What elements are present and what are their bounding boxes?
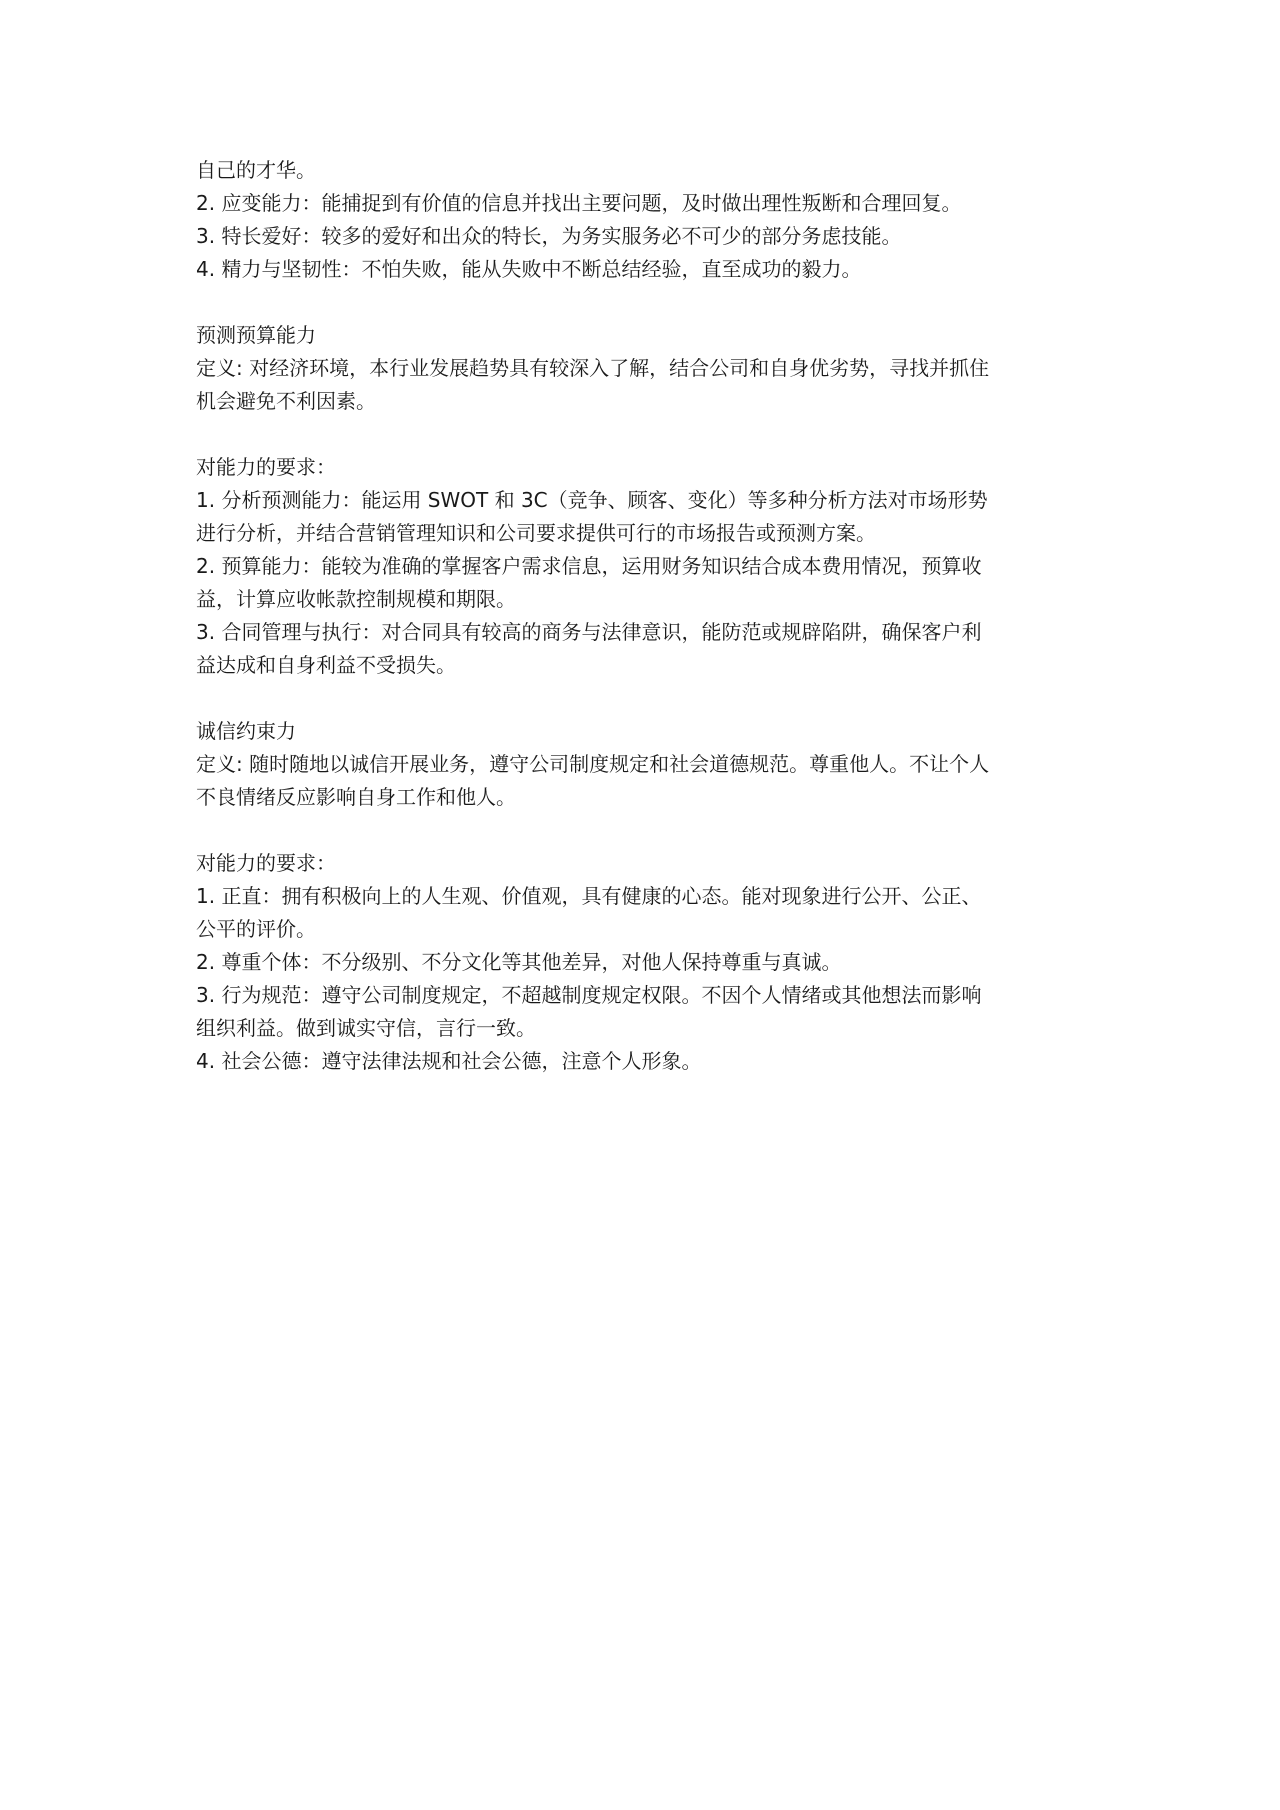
text-line: 3. 特长爱好：较多的爱好和出众的特长，为务实服务必不可少的部分务虑技能。 <box>196 224 902 248</box>
paragraph-gap <box>196 418 1096 451</box>
text-line: 组织利益。做到诚实守信，言行一致。 <box>196 1016 536 1040</box>
text-line: 机会避免不利因素。 <box>196 389 376 413</box>
text-line: 4. 社会公德：遵守法律法规和社会公德，注意个人形象。 <box>196 1049 702 1073</box>
section-heading: 预测预算能力 <box>196 323 316 347</box>
text-line: 益，计算应收帐款控制规模和期限。 <box>196 587 516 611</box>
section-heading: 诚信约束力 <box>196 719 296 743</box>
text-line: 定义: 随时随地以诚信开展业务，遵守公司制度规定和社会道德规范。尊重他人。不让个人 <box>196 752 990 776</box>
text-line: 公平的评价。 <box>196 917 316 941</box>
text-line: 4. 精力与坚韧性：不怕失败，能从失败中不断总结经验，直至成功的毅力。 <box>196 257 862 281</box>
subheading: 对能力的要求： <box>196 455 336 479</box>
text-line: 1. 正直：拥有积极向上的人生观、价值观，具有健康的心态。能对现象进行公开、公正、 <box>196 884 982 908</box>
subheading: 对能力的要求： <box>196 851 336 875</box>
text-line: 3. 合同管理与执行：对合同具有较高的商务与法律意识，能防范或规辟陷阱，确保客户利 <box>196 620 982 644</box>
paragraph-gap <box>196 286 1096 319</box>
text-line: 进行分析，并结合营销管理知识和公司要求提供可行的市场报告或预测方案。 <box>196 521 876 545</box>
text-line: 定义: 对经济环境，本行业发展趋势具有较深入了解，结合公司和自身优劣势，寻找并抓住 <box>196 356 990 380</box>
text-line: 2. 尊重个体：不分级别、不分文化等其他差异，对他人保持尊重与真诚。 <box>196 950 842 974</box>
text-line: 自己的才华。 <box>196 158 316 182</box>
text-line: 不良情绪反应影响自身工作和他人。 <box>196 785 516 809</box>
text-line: 益达成和自身利益不受损失。 <box>196 653 456 677</box>
document-page <box>196 154 1096 1078</box>
text-line: 2. 预算能力：能较为准确的掌握客户需求信息，运用财务知识结合成本费用情况，预算收 <box>196 554 982 578</box>
text-line: 1. 分析预测能力：能运用 SWOT 和 3C（竞争、顾客、变化）等多种分析方法对市场形势 <box>196 488 988 512</box>
paragraph-gap <box>196 682 1096 715</box>
paragraph-gap <box>196 814 1096 847</box>
text-line: 2. 应变能力：能捕捉到有价值的信息并找出主要问题，及时做出理性叛断和合理回复。 <box>196 191 962 215</box>
text-line: 3. 行为规范：遵守公司制度规定，不超越制度规定权限。不因个人情绪或其他想法而影响 <box>196 983 982 1007</box>
